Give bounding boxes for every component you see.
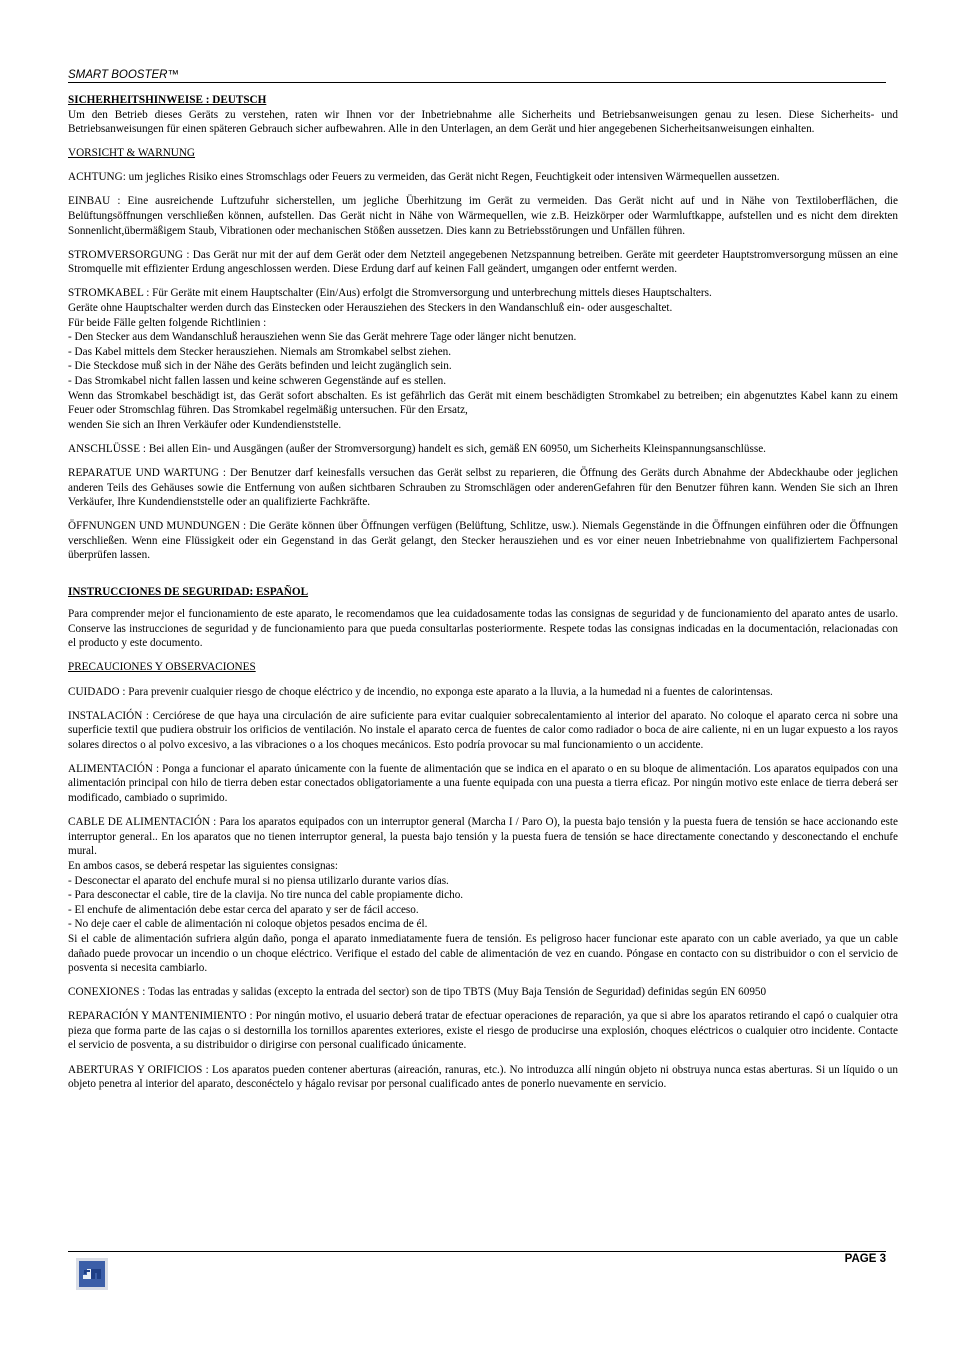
paragraph-de-stromversorgung: STROMVERSORGUNG : Das Gerät nur mit der auf dem Gerät oder dem Netzteil angegebenen Netzspannung betreiben. Geräte mit geerdeter Hauptstromversorgung müssen an eine Stromquelle mit effizienter Erdung angeschlossen werden. Diese Erdung darf auf keinen Fall geändert, umgangen oder entfernt werden.	[68, 248, 898, 276]
page-number: PAGE 3	[844, 1253, 886, 1265]
paragraph-de-anschluesse: ANSCHLÜSSE : Bei allen Ein- und Ausgängen (außer der Stromversorgung) handelt es sich, gemäß EN 60950, um Sicherheits Kleinspannungsanschlüsse.	[68, 442, 766, 455]
brand-logo-icon	[76, 1258, 108, 1290]
running-header: SMART BOOSTER™	[68, 68, 886, 83]
stromkabel-line: Für beide Fälle gelten folgende Richtlinien :	[68, 316, 267, 329]
stromkabel-line: - Den Stecker aus dem Wandanschluß herausziehen wenn Sie das Gerät mehrere Tage oder länger nicht benutzen.	[68, 331, 577, 344]
paragraph-es-conexiones: CONEXIONES : Todas las entradas y salidas (excepto la entrada del sector) son de tipo TBTS (Muy Baja Tensión de Seguridad) definidas según EN 60950	[68, 986, 767, 999]
section-heading-es: INSTRUCCIONES DE SEGURIDAD: ESPAÑOL	[68, 585, 309, 598]
stromkabel-line: - Das Stromkabel nicht fallen lassen und keine schweren Gegenstände auf es stellen.	[68, 375, 447, 387]
paragraph-es-instalacion: INSTALACIÓN : Cerciórese de que haya una circulación de aire suficiente para evitar cualquier sobrecalentamiento al interior del aparato. No coloque el aparato cerca ni sobre una superficie textil que pudiera obstruir los orificios de ventilación. No instale el aparato cerca de fuentes de calor como radiador o boca de aire caliente, ni en un lugar expuesto a los rayos solares directos o al polvo excesivo, a las vibraciones o a los choques mecánicos. Esto podría provocar su mal funcionamiento o un accidente.	[68, 709, 898, 751]
paragraph-de-reparatur: REPARATUE UND WARTUNG : Der Benutzer darf keinesfalls versuchen das Gerät selbst zu reparieren, die Öffnung des Geräts durch Abnahme der Abdeckhaube oder jeglichen anderen Teils des Gehäuses sowie die Entfernung von außen sichtbaren Schrauben zu Stromschlägen oder anderenGefahren für den Benutzer führen kann. Wenden Sie sich an Ihren Verkäufer, Ihre Kundendienststelle oder an qualifizierte Fachkräfte.	[68, 466, 898, 509]
paragraph-de-intro: Um den Betrieb dieses Geräts zu verstehen, raten wir Ihnen vor der Inbetriebnahme alle Sicherheits und Betriebsanweisungen genau zu lesen. Diese Sicherheits- und Betriebsanweisungen für einen späteren Gebrauch sicher aufbewahren. Alle in den Unterlagen, an dem Gerät und hier angegebenen Sicherheitsanweisungen einhalten.	[68, 108, 898, 136]
stromkabel-line: - Das Kabel mittels dem Stecker herausziehen. Niemals am Stromkabel selbst ziehen.	[68, 345, 452, 358]
cable-line: - Para desconectar el cable, tire de la clavija. No tire nunca del cable propiamente dicho.	[68, 889, 464, 902]
section-spacer	[68, 573, 898, 585]
paragraph-es-aberturas: ABERTURAS Y ORIFICIOS : Los aparatos pueden contener aberturas (aireación, ranuras, etc.). No introduzca allí ningún objeto ni obstruya nunca estas aberturas. Si un líquido o un objeto penetra al interior del aparato, desconéctelo y hágalo revisar por personal cualificado antes de ponerlo nuevamente en servicio.	[68, 1063, 898, 1091]
cable-line: - El enchufe de alimentación debe estar cerca del aparato y ser de fácil acceso.	[68, 903, 419, 916]
paragraph-de-oeffnungen: ÖFFNUNGEN UND MUNDUNGEN : Die Geräte können über Öffnungen verfügen (Belüftung, Schlitze, usw.). Niemals Gegenstände in die Öffnungen einführen oder die Öffnungen verschließen. Wenn eine Flüssigkeit oder ein Gegenstand in das Gerät gelangt, den Stecker herausziehen und es vor einer neuen Inbetriebnahme von qualifiziertem Fachpersonal überprüfen lassen.	[68, 520, 898, 562]
paragraph-es-cuidado: CUIDADO : Para prevenir cualquier riesgo de choque eléctrico y de incendio, no exponga este aparato a la lluvia, a la humedad ni a fuentes de calorintensas.	[68, 685, 773, 698]
paragraph-de-einbau: EINBAU : Eine ausreichende Luftzufuhr sicherstellen, um jegliche Überhitzung im Gerät zu vermeiden. Das Gerät nicht auf und in Nähe von Textiloberflächen, die Belüftungsöffnungen verschließen können, aufstellen. Das Gerät nicht in Nähe von Wärmequellen, wie z.B. Heizkörper oder Warmluftkappe, aufstellen und es nicht dem direkten Sonnenlicht,übermäßigem Staub, Vibrationen oder mechanischen Stößen aussetzen. Dies kann zu Betriebsstörungen und Unfällen führen.	[68, 195, 898, 237]
stromkabel-last-line: wenden Sie sich an Ihren Verkäufer oder Kundendienststelle.	[68, 418, 342, 431]
paragraph-es-cable-end: Si el cable de alimentación sufriera algún daño, ponga el aparato inmediatamente fuera de tensión. Es peligroso hacer funcionar este aparato con un cable averiado, ya que un cable dañado puede provocar un incendio o un choque eléctrico. Verifique el estado del cable de alimentación de vez en cuando. Póngase en contacto con su distribuidor o con el servicio de posventa si necesita cambiarlo.	[68, 932, 898, 975]
paragraph-es-intro: Para comprender mejor el funcionamiento de este aparato, le recomendamos que lea cuidadosamente todas las consignas de seguridad y de funcionamiento del aparato antes de usarlo. Conserve las instrucciones de seguridad y de funcionamiento para que pueda consultarlas posteriormente. Respete todas las consignas indicadas en la documentación, relacionadas con el producto y este documento.	[68, 608, 898, 650]
stromkabel-line: STROMKABEL : Für Geräte mit einem Hauptschalter (Ein/Aus) erfolgt die Stromversorgung und unterbrechung mittels dieses Hauptschalters.	[68, 287, 712, 300]
subheading-es: PRECAUCIONES Y OBSERVACIONES	[68, 661, 256, 674]
cable-line: - No deje caer el cable de alimentación ni coloque objetos pesados encima de él.	[68, 918, 428, 931]
paragraph-de-achtung: ACHTUNG: um jegliches Risiko eines Stromschlags oder Feuers zu vermeiden, das Gerät nicht Regen, Feuchtigkeit oder intensiven Wärmequellen aussetzen.	[68, 171, 780, 184]
document-body	[68, 93, 898, 1101]
footer-divider	[68, 1251, 886, 1252]
brand-logo-icon	[76, 1258, 108, 1290]
cable-line: - Desconectar el aparato del enchufe mural si no piensa utilizarlo durante varios días.	[68, 874, 449, 887]
paragraph-es-cable-intro: CABLE DE ALIMENTACIÓN : Para los aparatos equipados con un interruptor general (Marcha I / Paro O), la puesta bajo tensión y la puesta fuera de tensión se hace accionando este interruptor general.. En los aparatos que no tienen interruptor general, la puesta bajo tensión y la puesta fuera de tensión se hace directamente conectando y desconectando el enchufe mural.	[68, 816, 898, 858]
stromkabel-line: - Die Steckdose muß sich in der Nähe des Geräts befinden und leicht zugänglich sein.	[68, 360, 452, 373]
section-heading-de: SICHERHEITSHINWEISE : DEUTSCH	[68, 94, 267, 106]
paragraph-de-stromkabel-end: Wenn das Stromkabel beschädigt ist, das Gerät sofort abschalten. Es ist gefährlich das Gerät mit einem beschädigten Stromkabel zu betreiben; ein abgenutztes Kabel kann zu einem Feuer oder Stromschlag führen. Das Stromkabel regelmäßig untersuchen. Für den Ersatz,	[68, 389, 898, 417]
paragraph-es-reparacion: REPARACIÓN Y MANTENIMIENTO : Por ningún motivo, el usuario deberá tratar de efectuar operaciones de reparación, ya que si abre los aparatos retirando el capó o cualquier otra pieza que forma parte de las cajas o si destornilla los tornillos aparentes exteriores, existe el riesgo de producirse una explosión, choques eléctricos o cualquier otro incidente. Contacte el servicio de posventa, a su distribuidor o dirigirse con personal cualificado únicamente.	[68, 1010, 898, 1052]
cable-line: En ambos casos, se deberá respetar las siguientes consignas:	[68, 859, 338, 872]
paragraph-es-alimentacion: ALIMENTACIÓN : Ponga a funcionar el aparato únicamente con la fuente de alimentación que se indica en el aparato o en su bloque de alimentación. Los aparatos equipados con una alimentación principal con hilo de tierra deben estar conectados obligatoriamente a una fuente equipada con una puesta a tierra eficaz. Por ningún motivo este enlace de tierra deberá ser modificado, cambiado o suprimido.	[68, 762, 898, 805]
subheading-de: VORSICHT & WARNUNG	[68, 147, 196, 160]
stromkabel-line: Geräte ohne Hauptschalter werden durch das Einstecken oder Herausziehen des Steckers in den Wandanschluß ein- oder ausgeschaltet.	[68, 302, 673, 315]
